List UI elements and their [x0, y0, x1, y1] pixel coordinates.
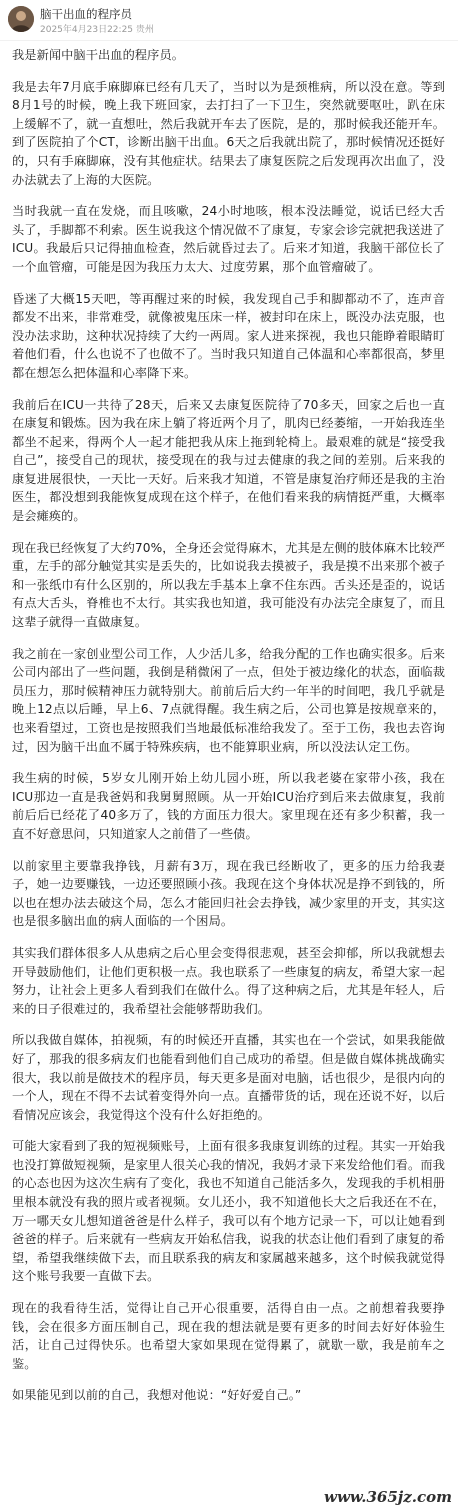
post-meta: 2025年4月23日22:25 贵州 — [40, 25, 154, 35]
watermark: www.365jz.com — [324, 1488, 452, 1506]
article-body — [12, 46, 445, 1418]
paragraph: 所以我做自媒体，拍视频，有的时候还开直播，其实也在一个尝试，如果我能做好了，那我的很多病友们也能看到他们自己成功的希望。但是做自媒体挑战确实很大，我以前是做技术的程序员，每天更多是面对电脑，话也很少，是很内向的一个人，现在不得不去试着变得外向一点。直播带货的话，现在还说不好，以后看情况应该会，我觉得这个没有什么好拒绝的。 — [12, 1033, 445, 1122]
paragraph: 如果能见到以前的自己，我想对他说：“好好爱自己。” — [12, 1388, 302, 1403]
paragraph: 我是新闻中脑干出血的程序员。 — [12, 48, 185, 62]
divider — [0, 40, 458, 41]
paragraph: 我是去年7月底手麻脚麻已经有几天了，当时以为是颈椎病，所以没在意。等到8月1号的时候，晚上我下班回家，去打扫了一下卫生，突然就要呕吐，趴在床上缓解不了，就一直想吐，然后我就开车去了医院，是的，那时候我还能开车。到了医院拍了个CT，诊断出脑干出血。6天之后我就出院了，那时候情况还挺好的，只有手麻脚麻，没有其他症状。结果去了康复医院之后发现再次出血了，没办法就去了上海的大医院。 — [12, 79, 445, 187]
author-name[interactable]: 脑干出血的程序员 — [40, 7, 132, 21]
paragraph: 现在的我看待生活，觉得让自己开心很重要，活得自由一点。之前想着我要挣钱，会在很多方面压制自己，现在我的想法就是要有更多的时间去好好体验生活，让自己过得快乐。也希望大家如果现在觉得累了，就歇一歇，我是前车之鉴。 — [12, 1301, 445, 1371]
avatar-image-icon — [8, 6, 34, 32]
paragraph: 我生病的时候，5岁女儿刚开始上幼儿园小班，所以我老婆在家带小孩，我在ICU那边一直是我爸妈和我舅舅照顾。从一开始ICU治疗到后来去做康复，我前前后后已经花了40多万了，钱的方面压力很大。家里现在还有多少积蓄，我一直不好意思问，只知道家人之前借了一些债。 — [12, 771, 445, 841]
paragraph: 可能大家看到了我的短视频账号，上面有很多我康复训练的过程。其实一开始我也没打算做短视频，是家里人很关心我的情况，我妈才录下来发给他们看。而我的心态也因为这次生病有了变化，我也不知道自己能活多久，发现我的手机相册里根本就没有我的照片或者视频。女儿还小，我不知道他长大之后我还在不在，万一哪天女儿想知道爸爸是什么样子，我可以有个地方记录一下，可以让她看到爸爸的样子。后来就有一些病友开始私信我，说我的状态让他们看到了康复的希望，希望我继续做下去，而且联系我的病友和家属越来越多，这个时候我就觉得这个账号我要一直做下去。 — [12, 1139, 445, 1284]
paragraph: 其实我们群体很多人从患病之后心里会变得很悲观，甚至会抑郁，所以我就想去开导鼓励他们，让他们更积极一点。我也联系了一些康复的病友，希望大家一起努力，让社会上更多人看到我们在做什么。得了这种病之后，尤其是年轻人，后来的日子很难过的，我希望社会能够帮助我们。 — [12, 945, 445, 1016]
paragraph: 我之前在一家创业型公司工作，人少活儿多，给我分配的工作也确实很多。后来公司内部出了一些问题，我倒是稍微闲了一点，但处于被边缘化的状态，面临裁员压力，那时候精神压力就特别大。前前后后大约一年半的时间吧，我几乎就是晚上12点以后睡，早上6、7点就得醒。我生病之后，公司也算是按规章来的，也来看望过，工资也是按照我们当地最低标准给我发了。至于工伤，我也去咨询过，因为脑干出血不属于特殊疾病，也不能算职业病，所以没法认定工伤。 — [12, 646, 445, 754]
paragraph: 我前后在ICU一共待了28天，后来又去康复医院待了70多天，回家之后也一直在康复和锻炼。因为我在床上躺了将近两个月了，肌肉已经萎缩，一开始我连坐都坐不起来，得两个人一起才能把我从床上拖到轮椅上。最艰难的就是“接受我自己”，接受自己的现状，接受现在的我与过去健康的我之间的差别。后来我的康复进展很快，一天比一天好。后来我才知道，不管是康复治疗师还是我的主治医生，都没想到我能恢复成现在这个样子，在他们看来我的病情挺严重，大概率是会瘫痪的。 — [12, 397, 445, 524]
paragraph: 现在我已经恢复了大约70%，全身还会觉得麻木，尤其是左侧的肢体麻木比较严重，左手的部分触觉其实是丢失的，比如说我去摸被子，我是摸不出来那个被子和一张纸巾有什么区别的，所以我左手基本上拿不住东西。舌头还是歪的，说话有点大舌头，脊椎也不太行。其实我也知道，我可能没有办法完全康复了，而且这辈子就得一直做康复。 — [12, 540, 445, 630]
paragraph: 以前家里主要靠我挣钱，月薪有3万，现在我已经断收了，更多的压力给我妻子，她一边要赚钱，一边还要照顾小孩。我现在这个身体状况是挣不到钱的，所以也在想办法去破这个局，怎么才能回归社会去挣钱，减少家里的开支，其实这也是很多脑出血的病人面临的一个困局。 — [12, 858, 445, 929]
avatar[interactable] — [8, 6, 34, 32]
paragraph: 昏迷了大概15天吧，等再醒过来的时候，我发现自己手和脚都动不了，连声音都发不出来，非常难受，就像被鬼压床一样，被封印在床上，既没办法克服，也没办法求助，这种状况持续了大约一两周。家人进来探视，我也只能睁着眼睛盯着他们看，什么也说不了也做不了。当时我只知道自己体温和心率都很高，梦里都在想怎么把体温和心率降下来。 — [12, 291, 445, 380]
paragraph: 当时我就一直在发烧，而且咳嗽，24小时地咳，根本没法睡觉，说话已经大舌头了，手脚都不利索。医生说我这个情况做不了康复，专家会诊完就把我送进了ICU。我最后只记得抽血检查，然后就昏过去了。后来才知道，我脑干部位长了一个血管瘤，可能是因为我压力太大、过度劳累，那个血管瘤破了。 — [12, 204, 445, 274]
post-header — [0, 0, 458, 40]
